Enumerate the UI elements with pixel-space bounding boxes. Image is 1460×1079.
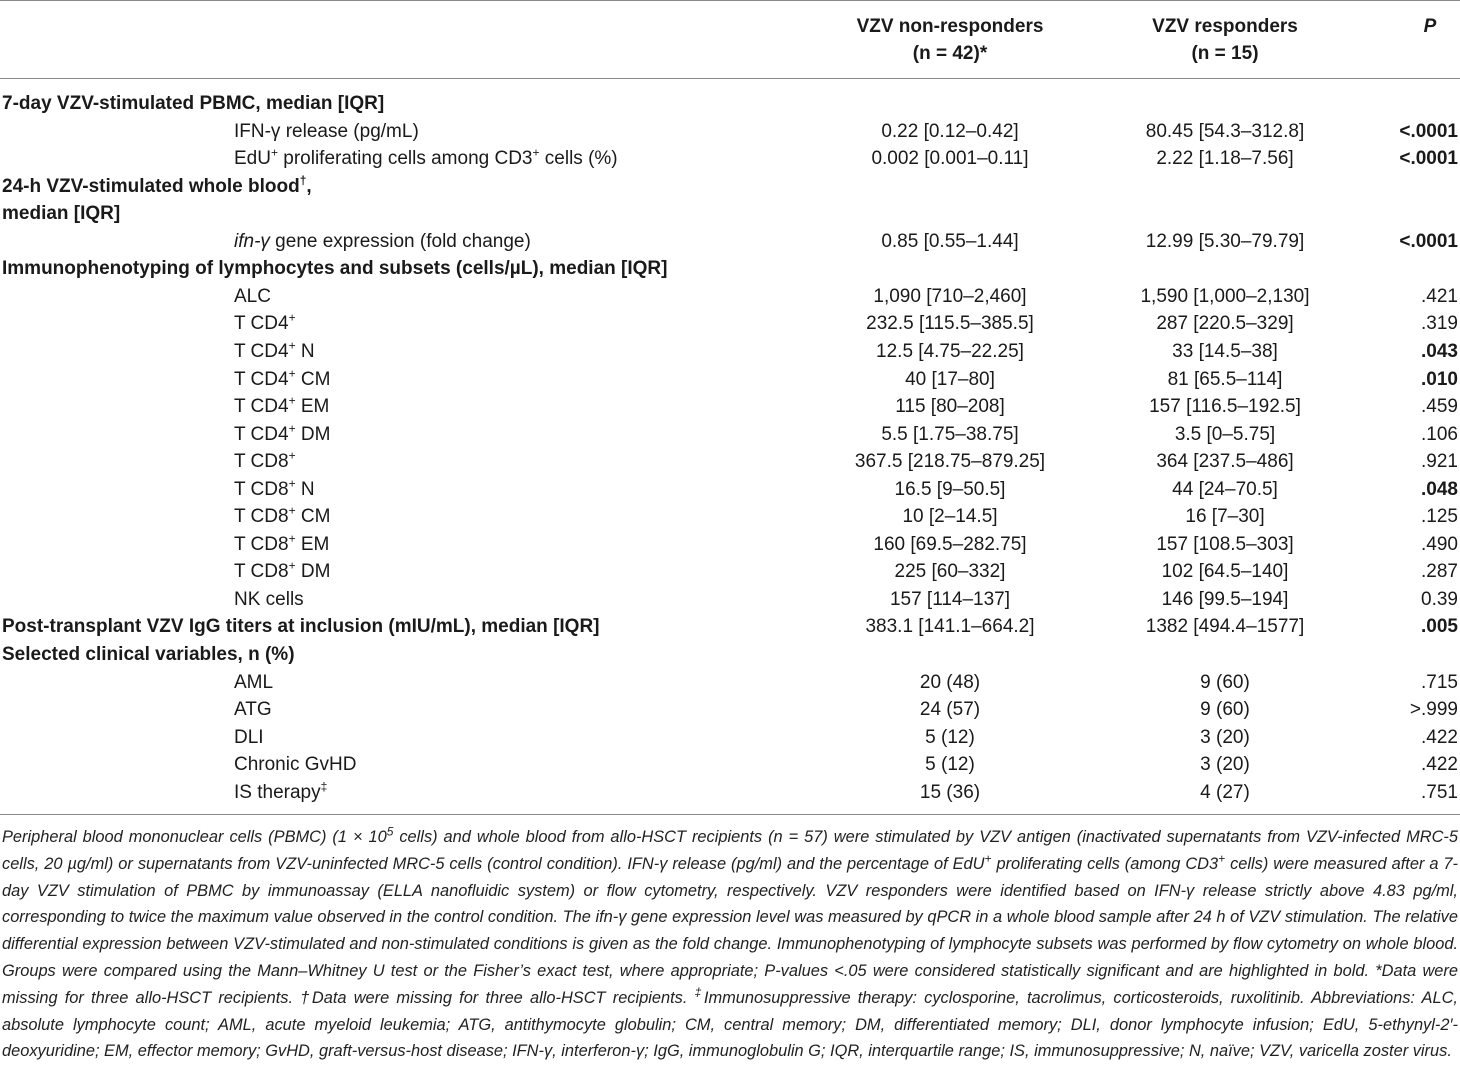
row-label: Selected clinical variables, n (%)	[2, 644, 295, 665]
row-label: T CD4+ CM	[234, 366, 331, 390]
non-responders-value: 24 (57)	[919, 699, 981, 721]
p-value: .421	[1421, 285, 1458, 307]
table-row	[0, 696, 1460, 723]
row-label: IS therapy‡	[234, 779, 328, 803]
table-row	[0, 283, 1460, 310]
non-responders-value: 5 (12)	[925, 726, 975, 748]
row-label: T CD8+ CM	[234, 503, 331, 528]
header-non-responders: VZV non-responders (n = 42)*	[856, 16, 1044, 64]
p-value: <.0001	[1399, 120, 1458, 142]
section-row	[0, 173, 1460, 200]
non-responders-value: 40 [17–80]	[905, 368, 995, 390]
responders-value: 80.45 [54.3–312.8]	[1145, 120, 1305, 142]
responders-value: 102 [64.5–140]	[1161, 561, 1289, 583]
non-responders-value: 0.22 [0.12–0.42]	[881, 120, 1019, 142]
p-value: .048	[1421, 478, 1458, 500]
non-responders-value: 1,090 [710–2,460]	[873, 285, 1027, 307]
table-row	[0, 393, 1460, 420]
section-row	[0, 255, 1460, 282]
p-value: 0.39	[1421, 588, 1458, 610]
non-responders-value: 12.5 [4.75–22.25]	[876, 340, 1024, 362]
non-responders-value: 0.002 [0.001–0.11]	[871, 148, 1029, 170]
p-value: .319	[1421, 313, 1458, 335]
p-value: .751	[1421, 781, 1458, 803]
table-footnote: Peripheral blood mononuclear cells (PBMC) ($1 \times 10^5$ cells) and whole blood from allo-HSCT recipients (n = 57) were stimulated by VZV antigen (inactivated supernatants from VZV-infected MRC-5 cells, 20 µg/ml) or supernatants from VZV-uninfected MRC-5 cells (control condition). IFN-γ release (pg/ml) and the percentage of EdU+ proliferating cells (among CD3+ cells) were measured after a 7-day VZV stimulation of PBMC by immunoassay (ELLA nanofluidic system) or flow cytometry, respectively. VZV responders were identified based on IFN-γ release strictly above 4.83 pg/ml, corresponding to twice the maximum value observed in the control condition. The ifn-γ gene expression level was measured by qPCR in a whole blood sample after 24 h of VZV stimulation. The relative differential expression between VZV-stimulated and non-stimulated conditions is given as the fold change. Immunophenotyping of lymphocyte subsets was performed by flow cytometry on whole blood. Groups were compared using the Mann–Whitney U test or the Fisher’s exact test, where appropriate; P-values <.05 were considered statistically significant and are highlighted in bold. *Data were missing for three allo-HSCT recipients. †Data were missing for three allo-HSCT recipients. ‡Immunosuppressive therapy: cyclosporine, tacrolimus, corticosteroids, ruxolitinib. Abbreviations: ALC, absolute lymphocyte count; AML, acute myeloid leukemia; ATG, antithymocyte globulin; CM, central memory; DM, differentiated memory; DLI, donor lymphocyte infusion; EdU, 5-ethynyl-2′-deoxyuridine; EM, effector memory; GvHD, graft-versus-host disease; IFN-γ, interferon-γ; IgG, immunoglobulin G; IQR, interquartile range; IS, immunosuppressive; N, naïve; VZV, varicella zoster virus.	[2, 824, 1458, 1061]
responders-value: 44 [24–70.5]	[1172, 478, 1278, 500]
table-row	[0, 779, 1460, 806]
non-responders-value: 160 [69.5–282.75]	[873, 533, 1027, 555]
table-row	[0, 751, 1460, 778]
p-value: .010	[1421, 368, 1458, 390]
header-rule	[0, 78, 1460, 79]
table-row	[0, 724, 1460, 751]
responders-value: 16 [7–30]	[1185, 506, 1265, 528]
p-value: .490	[1421, 533, 1458, 555]
table-row	[0, 421, 1460, 448]
non-responders-value: 5.5 [1.75–38.75]	[881, 423, 1019, 445]
section-row	[0, 90, 1460, 117]
non-responders-value: 5 (12)	[925, 754, 975, 776]
row-label: T CD8+ N	[234, 476, 315, 500]
non-responders-value: 157 [114–137]	[889, 588, 1011, 610]
row-label: AML	[234, 671, 274, 693]
responders-value: 157 [116.5–192.5]	[1149, 396, 1301, 418]
p-value: .287	[1421, 561, 1458, 583]
table-row	[0, 366, 1460, 393]
row-label: T CD8+ EM	[234, 531, 330, 555]
row-label: ATG	[234, 699, 272, 721]
responders-value: 9 (60)	[1200, 671, 1250, 693]
responders-value: 157 [108.5–303]	[1156, 533, 1294, 555]
non-responders-value: 367.5 [218.75–879.25]	[854, 451, 1046, 473]
table-row	[0, 558, 1460, 585]
row-label: median [IQR]	[2, 203, 121, 225]
non-responders-value: 232.5 [115.5–385.5]	[866, 313, 1034, 335]
table-row	[0, 669, 1460, 696]
section-row	[0, 613, 1460, 640]
row-label: ifn-γ gene expression (fold change)	[234, 230, 531, 252]
responders-value: 81 [65.5–114]	[1167, 368, 1283, 390]
row-label: Chronic GvHD	[234, 754, 357, 776]
table-row	[0, 118, 1460, 145]
table-bottom-rule	[0, 814, 1460, 815]
responders-value: 4 (27)	[1200, 781, 1250, 803]
row-label: ALC	[234, 285, 271, 307]
p-value: .422	[1421, 726, 1458, 748]
header-p-value: P	[1423, 16, 1437, 37]
row-label: T CD4+ EM	[234, 393, 330, 418]
responders-value: 1,590 [1,000–2,130]	[1140, 285, 1310, 307]
non-responders-value: 15 (36)	[919, 781, 981, 803]
responders-value: 146 [99.5–194]	[1161, 588, 1289, 610]
p-value: .106	[1421, 423, 1458, 445]
row-label: T CD4+ N	[234, 338, 315, 362]
header-responders: VZV responders (n = 15)	[1152, 16, 1298, 64]
table-row	[0, 448, 1460, 475]
row-label: Immunophenotyping of lymphocytes and subsets (cells/µL), median [IQR]	[2, 258, 668, 280]
responders-value: 364 [237.5–486]	[1156, 451, 1294, 473]
row-label: T CD4+	[234, 311, 296, 335]
table-row	[0, 476, 1460, 503]
responders-value: 1382 [494.4–1577]	[1145, 616, 1305, 638]
table-row	[0, 586, 1460, 613]
responders-value: 2.22 [1.18–7.56]	[1156, 148, 1294, 170]
p-value: <.0001	[1399, 230, 1458, 252]
responders-value: 9 (60)	[1200, 699, 1250, 721]
non-responders-value: 10 [2–14.5]	[902, 506, 998, 528]
responders-value: 12.99 [5.30–79.79]	[1145, 230, 1305, 252]
row-label: T CD8+ DM	[234, 559, 331, 583]
row-label: NK cells	[234, 588, 304, 610]
table-row	[0, 338, 1460, 365]
row-label: 24-h VZV-stimulated whole blood†,	[2, 173, 312, 197]
p-value: <.0001	[1399, 148, 1458, 170]
responders-value: 3 (20)	[1200, 726, 1250, 748]
table-row	[0, 228, 1460, 255]
non-responders-value: 383.1 [141.1–664.2]	[865, 616, 1035, 638]
row-label: T CD8+	[234, 448, 296, 473]
row-label: 7-day VZV-stimulated PBMC, median [IQR]	[2, 93, 385, 114]
p-value: .005	[1421, 616, 1458, 638]
non-responders-value: 0.85 [0.55–1.44]	[881, 230, 1019, 252]
row-label: EdU+ proliferating cells among CD3+ cells (%)	[234, 145, 618, 170]
table-row	[0, 145, 1460, 172]
responders-value: 3.5 [0–5.75]	[1174, 423, 1276, 445]
row-label: IFN-γ release (pg/mL)	[234, 120, 419, 142]
row-label: T CD4+ DM	[234, 421, 331, 445]
non-responders-value: 20 (48)	[919, 671, 981, 693]
non-responders-value: 16.5 [9–50.5]	[894, 478, 1006, 500]
p-value: .125	[1421, 506, 1458, 528]
section-row	[0, 641, 1460, 668]
p-value: >.999	[1409, 699, 1458, 721]
p-value: .921	[1421, 451, 1458, 473]
table-row	[0, 531, 1460, 558]
row-label: DLI	[234, 726, 264, 748]
responders-value: 33 [14.5–38]	[1172, 340, 1278, 362]
p-value: .459	[1421, 396, 1458, 418]
non-responders-value: 115 [80–208]	[895, 396, 1005, 418]
row-label: Post-transplant VZV IgG titers at inclusion (mIU/mL), median [IQR]	[2, 616, 600, 638]
table-row	[0, 310, 1460, 337]
p-value: .043	[1421, 340, 1458, 362]
responders-value: 3 (20)	[1200, 754, 1250, 776]
section-row	[0, 200, 1460, 227]
table-row	[0, 503, 1460, 530]
p-value: .715	[1421, 671, 1458, 693]
non-responders-value: 225 [60–332]	[894, 561, 1006, 583]
responders-value: 287 [220.5–329]	[1156, 313, 1294, 335]
table-top-rule	[0, 0, 1460, 1]
p-value: .422	[1421, 754, 1458, 776]
